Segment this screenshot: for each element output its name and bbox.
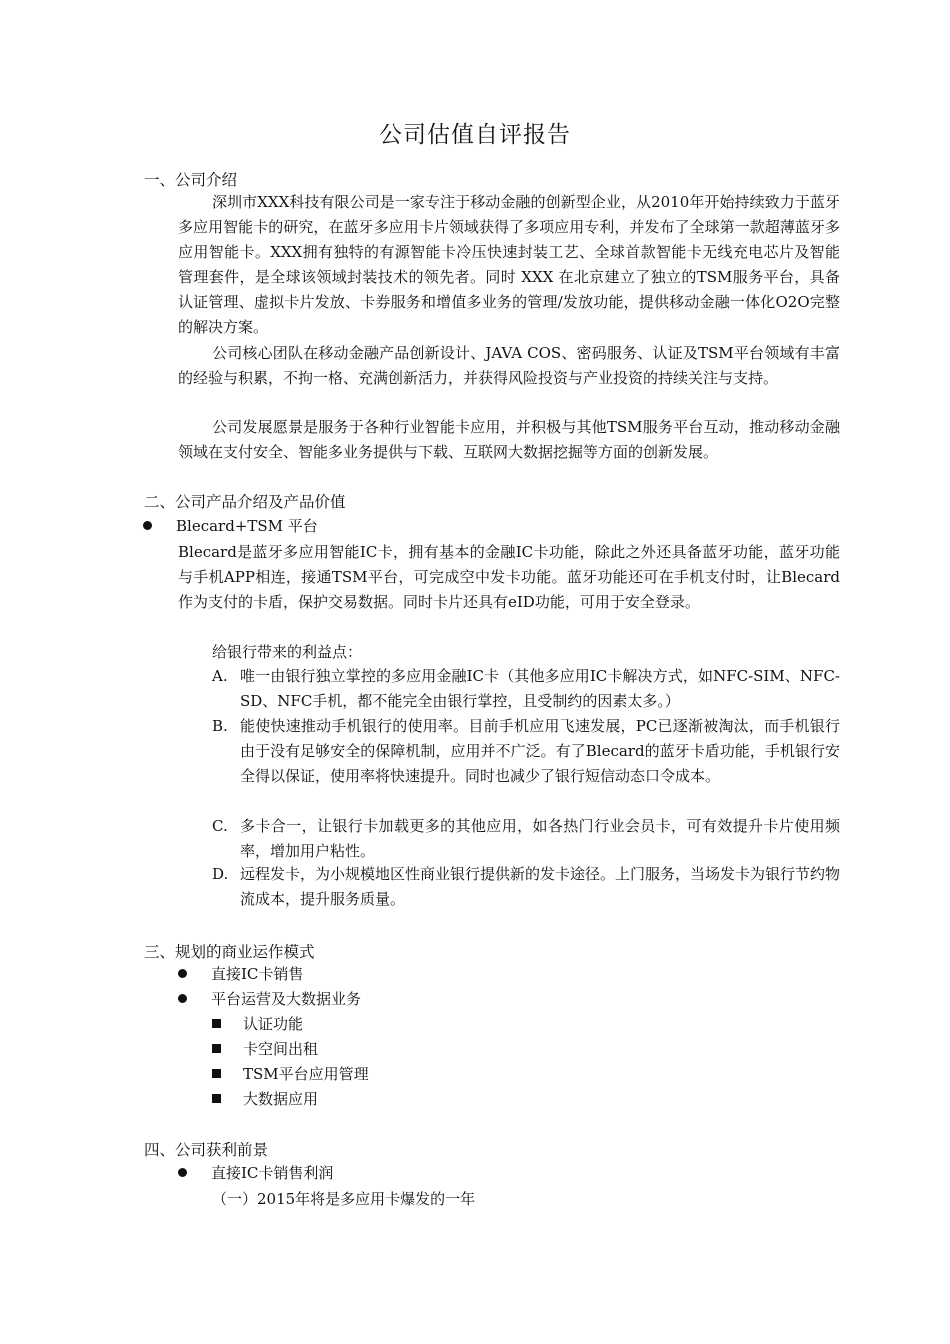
bullet-item [143,514,318,538]
benefit-item-c [212,814,840,864]
subsection-label: （一）2015年将是多应用卡爆发的一年 [212,1190,476,1208]
benefit-item-a [212,664,840,714]
benefit-item-d [212,862,840,912]
benefit-text: 能使快速推动手机银行的使用率。目前手机应用飞速发展，PC已逐渐被淘汰，而手机银行由于没有足够安全的保障机制，应用并不广泛。有了Blecard的蓝牙卡盾功能，手机银行安全得以保证，使用率将快速提升。同时也减少了银行短信动态口令成本。 [240,717,840,785]
bullet-dot-icon [178,994,187,1003]
square-bullet-icon [212,1019,221,1028]
sub-bullet-item [212,1062,369,1086]
section-2-heading: 二、公司产品介绍及产品价值 [144,493,346,511]
sub-bullet-label: TSM平台应用管理 [243,1065,369,1083]
bullet-item [178,987,361,1011]
benefit-text: 多卡合一，让银行卡加载更多的其他应用，如各热门行业会员卡，可有效提升卡片使用频率，增加用户粘性。 [240,817,840,860]
bullet-label: 直接IC卡销售 [211,965,304,983]
bullet-label: 直接IC卡销售利润 [211,1164,334,1182]
square-bullet-icon [212,1069,221,1078]
sub-bullet-label: 卡空间出租 [243,1040,319,1058]
section-3-heading: 三、规划的商业运作模式 [144,943,315,961]
square-bullet-icon [212,1044,221,1053]
benefit-marker: C. [212,817,228,835]
section-4-heading: 四、公司获利前景 [144,1141,269,1159]
benefit-marker: D. [212,865,229,883]
section-1-paragraph-2: 公司核心团队在移动金融产品创新设计、JAVA COS、密码服务、认证及TSM平台领域有丰富的经验与积累，不拘一格、充满创新活力，并获得风险投资与产业投资的持续关注与支持。 [178,344,840,387]
section-1-paragraph-1: 深圳市XXX科技有限公司是一家专注于移动金融的创新型企业，从2010年开始持续致力于蓝牙多应用智能卡的研究，在蓝牙多应用卡片领域获得了多项应用专利，并发布了全球第一款超薄蓝牙多应用智能卡。XXX拥有独特的有源智能卡冷压快速封装工艺、全球首款智能卡无线充电芯片及智能管理套件，是全球该领域封装技术的领先者。同时 XXX 在北京建立了独立的TSM服务平台，具备认证管理、虚拟卡片发放、卡券服务和增值多业务的管理/发放功能，提供移动金融一体化O2O完整的解决方案。 [178,193,840,336]
document-title: 公司估值自评报告 [379,122,571,148]
section-1-paragraph-3: 公司发展愿景是服务于各种行业智能卡应用，并积极与其他TSM服务平台互动，推动移动金融领域在支付安全、智能多业务提供与下载、互联网大数据挖掘等方面的创新发展。 [178,418,840,461]
bullet-dot-icon [143,521,152,530]
section-1-heading: 一、公司介绍 [144,171,238,189]
benefit-marker: A. [212,667,228,685]
bullet-dot-icon [178,1168,187,1177]
benefit-marker: B. [212,717,228,735]
bullet-label: Blecard+TSM 平台 [176,517,318,535]
benefit-text: 唯一由银行独立掌控的多应用金融IC卡（其他多应用IC卡解决方式，如NFC-SIM、NFC-SD、NFC手机，都不能完全由银行掌控，且受制约的因素太多。） [240,667,840,710]
bullet-item [178,1161,333,1185]
sub-bullet-label: 大数据应用 [243,1090,319,1108]
sub-bullet-item [212,1087,318,1111]
bullet-item [178,962,303,986]
bullet-label: 平台运营及大数据业务 [211,990,362,1008]
sub-bullet-item [212,1037,318,1061]
benefit-item-b [212,714,840,789]
section-2-paragraph-1: Blecard是蓝牙多应用智能IC卡，拥有基本的金融IC卡功能，除此之外还具备蓝牙功能，蓝牙功能与手机APP相连，接通TSM平台，可完成空中发卡功能。蓝牙功能还可在手机支付时，让Blecard作为支付的卡盾，保护交易数据。同时卡片还具有eID功能，可用于安全登录。 [178,543,840,611]
benefit-text: 远程发卡，为小规模地区性商业银行提供新的发卡途径。上门服务，当场发卡为银行节约物流成本，提升服务质量。 [240,865,841,908]
sub-bullet-item [212,1012,303,1036]
square-bullet-icon [212,1094,221,1103]
sub-bullet-label: 认证功能 [243,1015,304,1033]
benefits-intro: 给银行带来的利益点： [212,643,363,661]
bullet-dot-icon [178,969,187,978]
